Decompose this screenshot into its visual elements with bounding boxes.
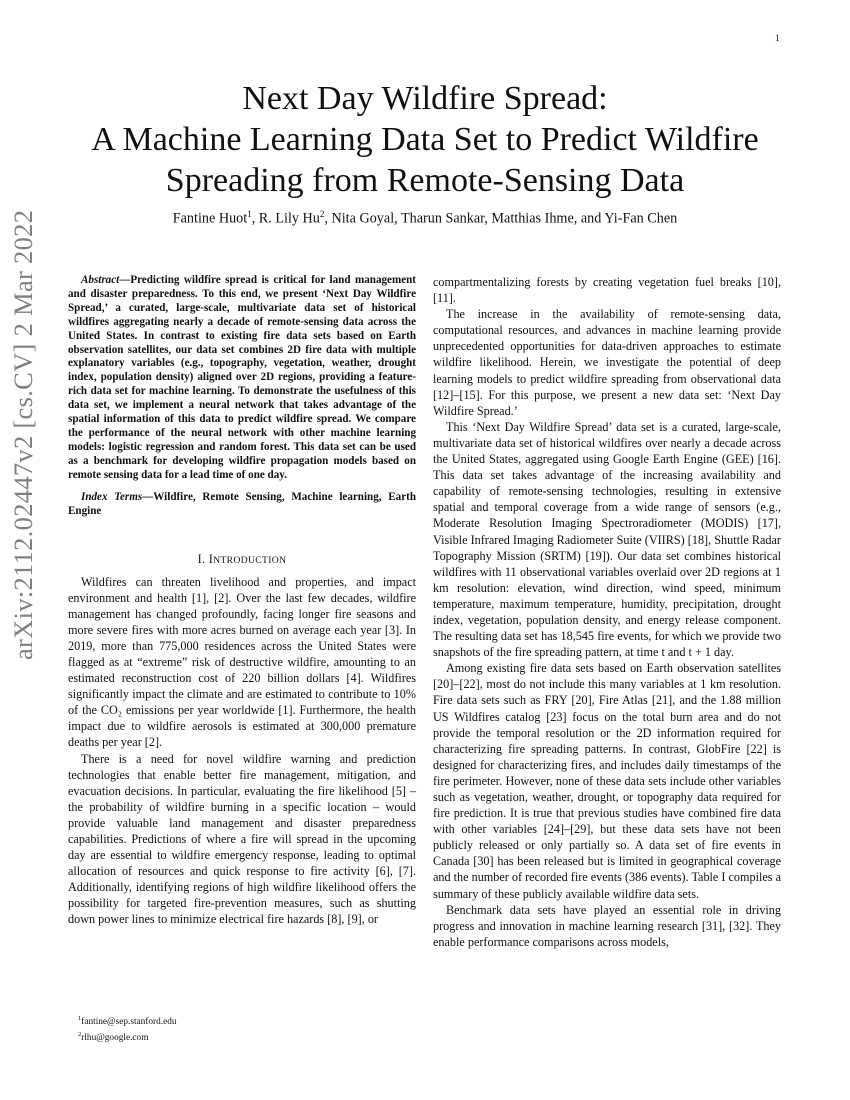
footnotes [78, 1013, 177, 1044]
section-numeral: I. I [197, 552, 214, 567]
section-title-smallcaps: NTRODUCTION [213, 555, 287, 567]
body-paragraph: compartmentalizing forests by creating vegetation fuel breaks [10], [11]. [433, 275, 781, 306]
author-name: Fantine Huot [172, 210, 248, 227]
arxiv-identifier-stamp: arXiv:2112.02447v2 [cs.CV] 2 Mar 2022 [8, 209, 38, 660]
abstract [68, 274, 416, 483]
footnote-divider [68, 1008, 138, 1009]
index-terms-text: —Wildfire, Remote Sensing, Machine learning, Earth Engine [68, 490, 416, 517]
author-footnote-mark: 1 [247, 209, 252, 219]
body-paragraph: Among existing fire data sets based on Earth observation satellites [20]–[22], most do not include this many variables at 1 km resolution. Fire data sets such as FRY [20], Fire Atlas [21], and the 1.88 million US Wildfires catalog [23] focus on the total burn area and do not provide the temporal resolution or the 2D information required for characterizing fire spreading patterns. In contrast, GlobFire [22] is designed for characterizing fires, and includes daily timestamps of the fire perimeter. However, none of these data sets include other variables such as vegetation, weather, drought, or topography data required for fire prediction. It is true that previous studies have combined fire data with other variables [24]–[29], but these data sets have not been publicly released or only partially so. A data set of fire events in Canada [30] has been released but is limited in geographical coverage and the number of recorded fire events (386 events). Table I compiles a summary of these publicly available wildfire data sets. [433, 661, 781, 901]
author-footnote-mark: 2 [319, 209, 325, 219]
title-line: Spreading from Remote-Sensing Data [165, 162, 685, 199]
left-column [68, 274, 416, 928]
index-terms-label: Index Terms [81, 490, 143, 503]
body-paragraph: The increase in the availability of remote-sensing data, computational resources, and advances in machine learning provide unprecedented opportunities for data-driven approaches to estimate wildfire likelihood. Herein, we investigate the potential of deep learning models to predict wildfire spreading from observational data [12]–[15]. For this purpose, we present a new data set: ‘Next Day Wildfire Spread.’ [433, 307, 781, 418]
footnote-mark: 2 [78, 1030, 82, 1038]
author-name: , R. Lily Hu [251, 210, 320, 227]
title-line: Next Day Wildfire Spread: [242, 80, 608, 117]
abstract-text: —Predicting wildfire spread is critical for land management and disaster preparedness. To this end, we present ‘Next Day Wildfire Spread,’ a curated, large-scale, multivariate data set of historical wildfires aggregating nearly a decade of remote-sensing data across the United States. In contrast to existing fire data sets based on Earth observation satellites, our data set combines 2D fire data with multiple explanatory variables (e.g., topography, vegetation, weather, drought index, population density) aligned over 2D regions, providing a feature-rich data set for machine learning. To demonstrate the usefulness of this data set, we implement a neural network that takes advantage of the spatial information of this data to predict wildfire spread. We compare the performance of the neural network with other machine learning models: logistic regression and random forest. This data set can be used as a benchmark for developing wildfire propagation models based on remote sensing data for a lead time of one day. [68, 274, 416, 481]
author-list [60, 209, 790, 228]
footnote [78, 1029, 177, 1045]
footnote-email: fantine@sep.stanford.edu [81, 1017, 177, 1028]
footnote [78, 1013, 177, 1029]
body-paragraph: Benchmark data sets have played an essential role in driving progress and innovation in machine learning research [31], [32]. They enable performance comparisons across models, [433, 902, 781, 949]
abstract-label: Abstract [81, 274, 120, 286]
index-terms [68, 491, 416, 519]
footnote-mark: 1 [78, 1015, 82, 1022]
footnote-email: rlhu@google.com [81, 1032, 149, 1043]
author-names-rest: , Nita Goyal, Tharun Sankar, Matthias Ihme, and Yi-Fan Chen [324, 210, 678, 227]
title-line: A Machine Learning Data Set to Predict Wildfire [91, 121, 759, 158]
body-paragraph: There is a need for novel wildfire warning and prediction technologies that enable better fire management, mitigation, and evacuation decisions. In particular, evaluating the fire likelihood [5] – the probability of wildfire burning in a specific location – would provide valuable land management and disaster preparedness capabilities. Predictions of where a fire will spread in the upcoming day are essential to wildfire emergency response, leading to optimal allocation of resources and quick response to fire activity [6], [7]. Additionally, identifying regions of high wildfire likelihood offers the possibility for targeted fire-prevention measures, such as shutting down power lines to minimize electrical fire hazards [8], [9], or [68, 751, 416, 927]
right-column [433, 274, 781, 950]
page-number: 1 [775, 33, 780, 43]
paper-title [60, 78, 790, 201]
body-paragraph: This ‘Next Day Wildfire Spread’ data set is a curated, large-scale, multivariate data set of historical wildfires over nearly a decade across the United States, aggregated using Google Earth Engine (GEE) [16]. This data set takes advantage of the increasing availability and capability of remote-sensing technologies, resulting in extensive spatial and temporal coverage from a wide range of sensors (e.g., Moderate Resolution Imaging Spectroradiometer (MODIS) [17], Visible Infrared Imaging Radiometer Suite (VIIRS) [18], Shuttle Radar Topography Mission (SRTM) [19]). Our data set combines historical wildfires with 11 observational variables overlaid over 2D regions at 1 km resolution: elevation, wind direction, wind speed, minimum temperature, maximum temperature, humidity, precipitation, drought index, vegetation, population density, and energy release component. The resulting data set has 18,545 fire events, for which we provide two snapshots of the fire spreading pattern, at time t and t + 1 day. [433, 419, 781, 660]
body-paragraph: Wildfires can threaten livelihood and properties, and impact environment and health [1], [2]. Over the last few decades, wildfire management has changed profoundly, facing longer fire seasons and more severe fires with more acres burned on average each year [3]. In 2019, more than 775,000 residences across the United States were flagged as at “extreme” risk of destructive wildfire, amounting to an estimated reconstruction cost of 220 billion dollars [4]. Wildfires significantly impact the climate and are estimated to contribute to 10% of the CO₂ emissions per year worldwide [1]. Furthermore, the health impact due to wildfire aerosols is estimated at 300,000 premature deaths per year [2]. [68, 574, 416, 750]
section-heading-introduction [68, 551, 416, 569]
